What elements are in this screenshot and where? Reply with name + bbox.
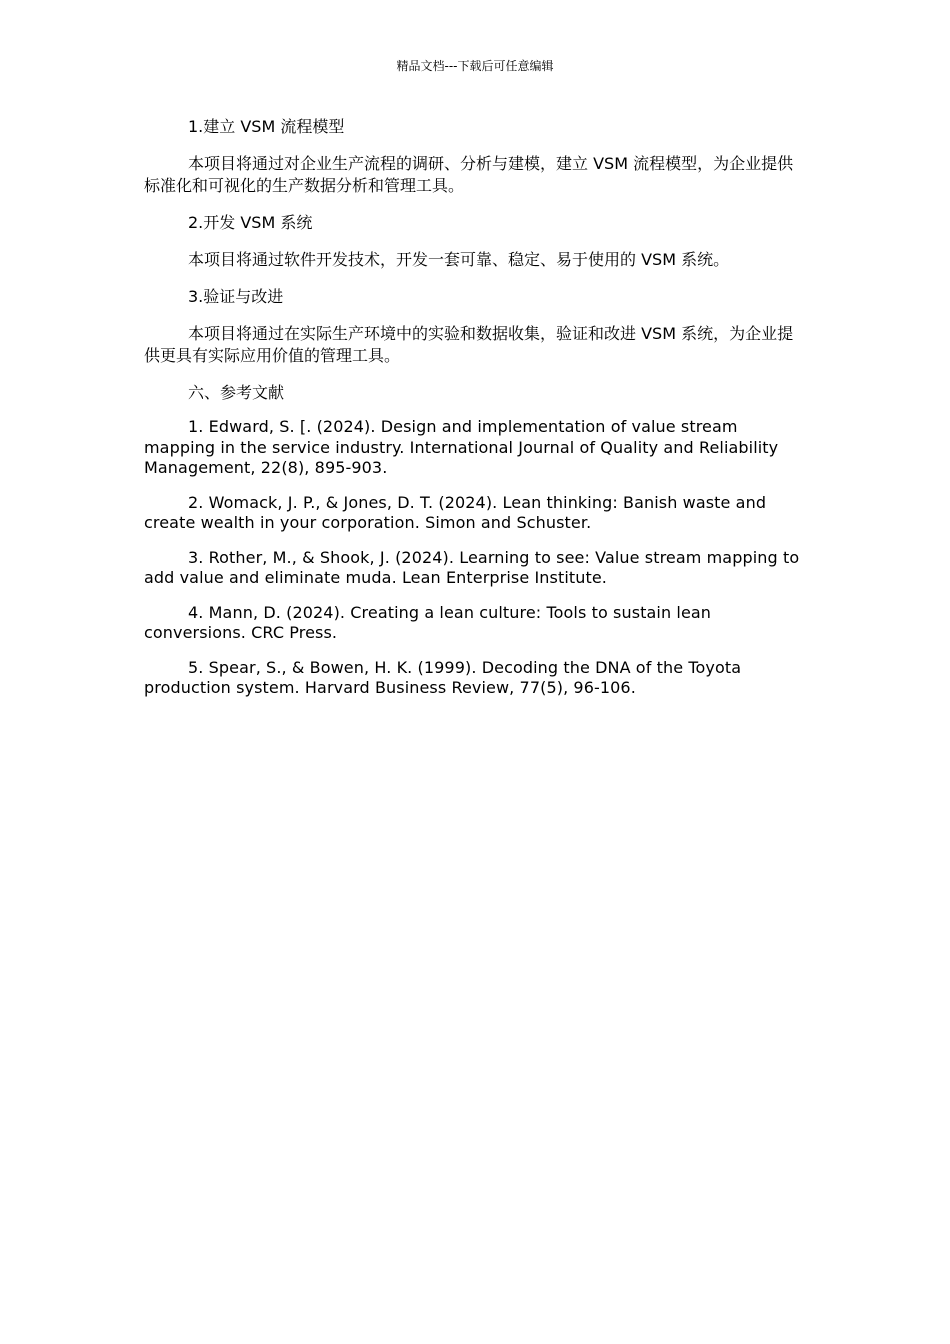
section-heading-verify-improve: 3.验证与改进	[188, 287, 284, 306]
section-body-develop-vsm-system: 本项目将通过软件开发技术，开发一套可靠、稳定、易于使用的 VSM 系统。	[188, 250, 730, 269]
section-heading-build-vsm-model: 1.建立 VSM 流程模型	[188, 117, 345, 136]
section-heading-develop-vsm-system: 2.开发 VSM 系统	[188, 213, 313, 232]
reference-item: 3. Rother, M., & Shook, J. (2024). Learning to see: Value stream mapping to add value and eliminate muda. Lean Enterprise Institute.	[144, 547, 800, 587]
reference-list	[144, 417, 800, 699]
reference-item: 2. Womack, J. P., & Jones, D. T. (2024). Lean thinking: Banish waste and create wealth in your corporation. Simon and Schuster.	[144, 492, 767, 532]
reference-item: 1. Edward, S. [. (2024). Design and implementation of value stream mapping in the service industry. International Journal of Quality and Reliability Management, 22(8), 895-903.	[144, 417, 779, 477]
reference-item: 4. Mann, D. (2024). Creating a lean culture: Tools to sustain lean conversions. CRC Press.	[144, 602, 712, 642]
page-header: 精品文档---下载后可任意编辑	[396, 59, 554, 73]
document-body	[144, 116, 800, 713]
section-body-build-vsm-model: 本项目将通过对企业生产流程的调研、分析与建模，建立 VSM 流程模型，为企业提供标准化和可视化的生产数据分析和管理工具。	[144, 154, 794, 195]
reference-item: 5. Spear, S., & Bowen, H. K. (1999). Decoding the DNA of the Toyota production system. Harvard Business Review, 77(5), 96-106.	[144, 657, 742, 697]
section-body-verify-improve: 本项目将通过在实际生产环境中的实验和数据收集，验证和改进 VSM 系统，为企业提供更具有实际应用价值的管理工具。	[144, 324, 794, 365]
references-heading: 六、参考文献	[188, 383, 285, 402]
